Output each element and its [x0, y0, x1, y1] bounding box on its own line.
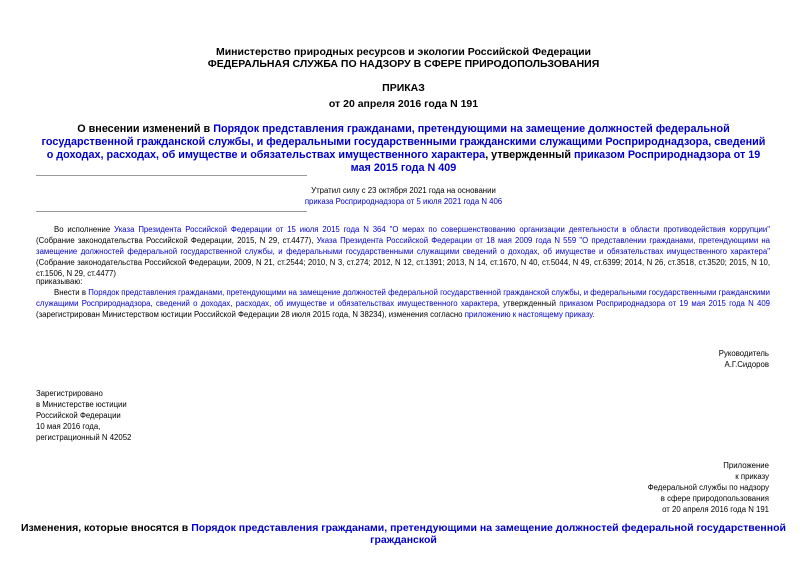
registration-line: регистрационный N 42052 [36, 433, 132, 442]
item-text-1: Внести в [54, 288, 89, 297]
signature-name: А.Г.Сидоров [724, 360, 769, 369]
item-link-prikaz[interactable]: приказом Росприроднадзора от 19 мая 2015 года N 409 [559, 299, 771, 308]
item-link-order[interactable]: Порядок представления гражданами, претендующими на замещение должностей федеральной государственной гражданской службы, и федеральными государственными гражданскими служащими Росприроднадзора, сведений о доходах, расходах, об имуществе и обязательствах имущественного характера [36, 288, 770, 308]
doc-type: ПРИКАЗ [382, 82, 425, 94]
appendix-line: Приложение [723, 461, 769, 470]
status-line: Утратил силу с 23 октября 2021 года на основании [311, 186, 496, 195]
doc-date-number: от 20 апреля 2016 года N 191 [328, 98, 479, 110]
appendix-block [648, 460, 769, 515]
document-title [40, 123, 767, 175]
signature-block [719, 348, 769, 370]
divider-bottom [36, 211, 307, 212]
registration-line: Российской Федерации [36, 411, 121, 420]
title-prefix: О внесении изменений в [77, 123, 214, 135]
registration-line: в Министерстве юстиции [36, 400, 127, 409]
preamble-text-2: (Собрание законодательства Российской Федерации, 2015, N 29, ст.4477), [36, 236, 317, 245]
preamble-paragraph [36, 224, 770, 279]
ministry-heading: Министерство природных ресурсов и экологии Российской Федерации [215, 46, 592, 58]
registration-line: 10 мая 2016 года, [36, 422, 101, 431]
order-word: приказываю: [36, 277, 83, 286]
registration-block [36, 388, 131, 443]
preamble-link-ukaz-364[interactable]: Указа Президента Российской Федерации от 15 июля 2015 года N 364 "О мерах по совершенствованию организации деятельности в области противодействия коррупции" [114, 225, 770, 234]
order-item-paragraph [36, 287, 770, 320]
registration-line: Зарегистрировано [36, 389, 103, 398]
appendix-line: к приказу [735, 472, 769, 481]
preamble-text-1: Во исполнение [54, 225, 115, 234]
title-middle: , утвержденный [485, 149, 574, 161]
signature-role: Руководитель [718, 349, 769, 358]
title-link-order[interactable]: Порядок представления гражданами, претендующими на замещение должностей федеральной государственной гражданской службы, и федеральными государственными гражданскими служащими Росприроднадзора, сведений о доходах, расходах, об имуществе и обязательствах имущественного характера [41, 123, 766, 161]
appendix-line: от 20 апреля 2016 года N 191 [662, 505, 769, 514]
appendix-line: в сфере природопользования [660, 494, 769, 503]
status-link[interactable]: приказа Росприроднадзора от 5 июля 2021 года N 406 [304, 197, 503, 206]
title-link-prikaz[interactable]: приказом Росприроднадзора от 19 мая 2015 года N 409 [350, 149, 761, 174]
item-text-2: , утвержденный [497, 299, 560, 308]
item-text-3: (зарегистрирован Министерством юстиции Российской Федерации 28 июля 2015 года, N 38234), изменения согласно [36, 310, 465, 319]
service-heading: ФЕДЕРАЛЬНАЯ СЛУЖБА ПО НАДЗОРУ В СФЕРЕ ПРИРОДОПОЛЬЗОВАНИЯ [207, 58, 600, 70]
preamble-text-3: (Собрание законодательства Российской Федерации, 2009, N 21, ст.2544; 2010, N 3, ст.274; 2012, N 12, ст.1391; 2013, N 14, ст.1670, N 40, ст.5044, N 49, ст.6399; 2014, N 26, ст.3518, ст.3520; 2015, N 10, ст.1506, N 29, ст.4477) [36, 258, 770, 278]
appendix-title [0, 522, 807, 546]
appendix-title-link[interactable]: Порядок представления гражданами, претендующими на замещение должностей федеральной государственной гражданской [191, 522, 786, 546]
appendix-line: Федеральной службы по надзору [647, 483, 769, 492]
appendix-title-prefix: Изменения, которые вносятся в [21, 522, 192, 534]
preamble-link-ukaz-559[interactable]: Указа Президента Российской Федерации от 18 мая 2009 года N 559 "О представлении гражданами, претендующими на замещение должностей федеральной государственной службы, и федеральными государственными служащими сведений о доходах, об имуществе и обязательствах имущественного характера" [36, 236, 770, 256]
item-text-4: . [592, 310, 595, 319]
divider-top [36, 175, 307, 176]
item-link-appendix[interactable]: приложению к настоящему приказу [464, 310, 593, 319]
status-note [0, 185, 807, 207]
